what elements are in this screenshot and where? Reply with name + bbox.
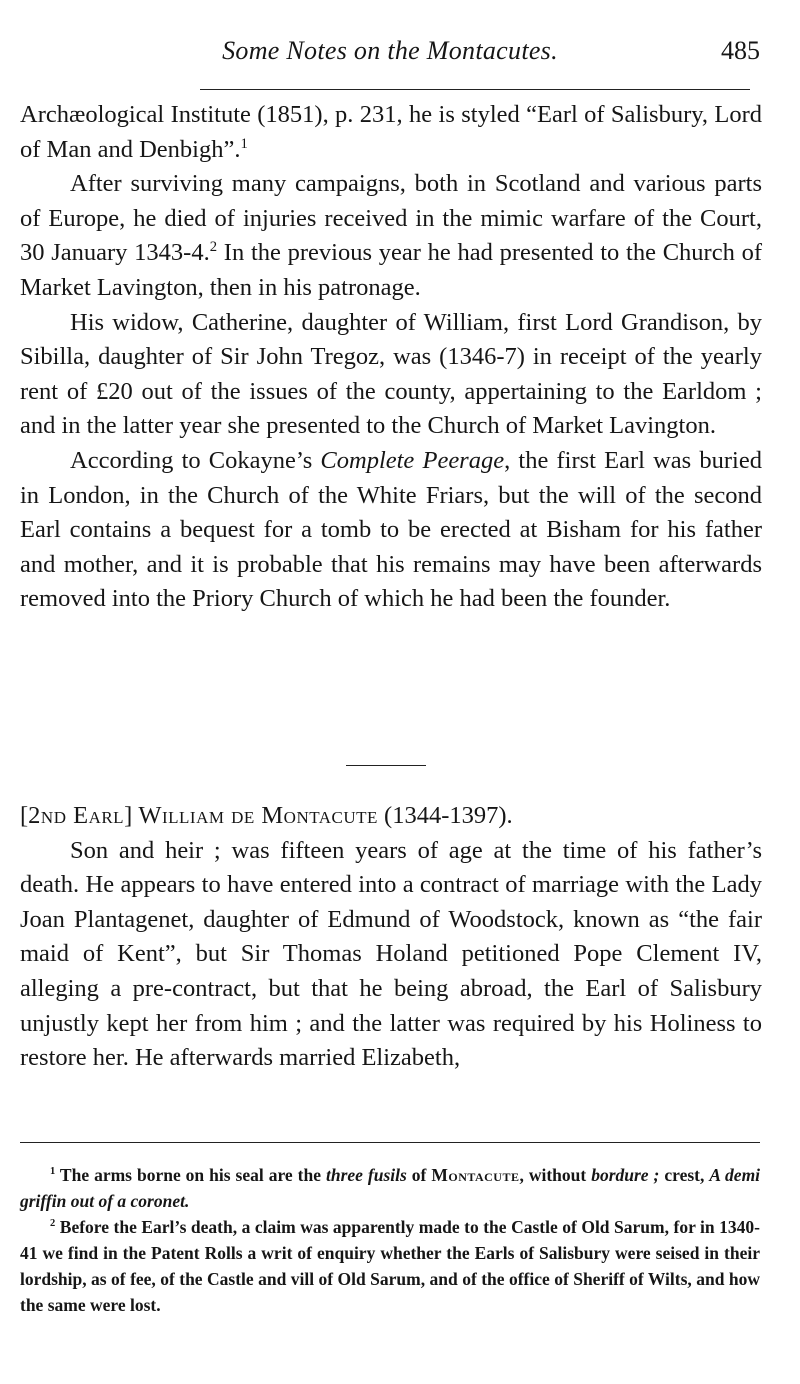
paragraph-text: , the first Earl was buried in London, in the Church of the White Friars, but the will of the second Earl contains a bequest for a tomb to be erected at Bisham for his father and mother, and it is probable that his remains may have been afterwards removed into the Priory Church of which he had been the founder. xyxy=(20,446,762,613)
footnotes xyxy=(20,1162,760,1318)
footnote-ref-2: 2 xyxy=(209,239,218,256)
footnote-text: Before the Earl’s death, a claim was apparently made to the Castle of Old Sarum, for in 1340-41 we find in the Patent Rolls a writ of enquiry whether the Earls of Salisbury were seised in their lordship, as of fee, of the Castle and vill of Old Sarum, and of the office of Sheriff of Wilts, and how the same were lost. xyxy=(20,1217,760,1315)
paragraph-text: According to Cokayne’s xyxy=(70,446,321,474)
life-dates: (1344-1397). xyxy=(384,802,513,829)
footnote-text: crest, xyxy=(659,1165,710,1185)
bracket-close: ] xyxy=(124,802,133,829)
section-divider xyxy=(346,765,426,766)
paragraph-text: Archæological Institute (1851), p. 231, he is styled “Earl of Salisbury, Lord of Man and Denbigh”. xyxy=(20,101,762,163)
footnote-italic: A demi griffin out of a coronet. xyxy=(20,1165,761,1211)
paragraph-1 xyxy=(20,98,762,167)
footnote-italic: bordure ; xyxy=(591,1165,660,1185)
paragraph-3 xyxy=(20,306,762,444)
footnote-1 xyxy=(20,1162,760,1214)
footnote-2 xyxy=(20,1214,760,1318)
footnote-rule xyxy=(20,1142,760,1143)
footnote-number: 2 xyxy=(50,1218,56,1230)
section-second-earl xyxy=(20,799,762,1076)
footnote-text: of xyxy=(406,1165,432,1185)
bracket-open: [ xyxy=(20,802,29,829)
body-text xyxy=(20,98,762,617)
paragraph-text: After surviving many campaigns, both in Scotland and various parts of Europe, he died of injuries received in the mimic warfare of the Court, 30 January 1343-4. xyxy=(20,170,762,267)
person-name: William de Montacute xyxy=(138,802,378,829)
paragraph-4 xyxy=(20,444,762,617)
paragraph-2 xyxy=(20,167,762,305)
book-title: Complete Peerage xyxy=(320,446,505,474)
footnote-italic: three fusils xyxy=(325,1165,407,1185)
footnote-number: 1 xyxy=(50,1166,56,1178)
running-title: Some Notes on the Montacutes. xyxy=(222,36,558,65)
section-label: 2nd Earl xyxy=(28,802,125,829)
page-number: 485 xyxy=(721,36,760,65)
paragraph-text: In the previous year he had presented to the Church of Market Lavington, then in his patronage. xyxy=(20,239,762,301)
section-heading xyxy=(20,799,762,834)
paragraph-text: Son and heir ; was fifteen years of age at the time of his father’s death. He appears to have entered into a contract of marriage with the Lady Joan Plantagenet, daughter of Edmund of Woodstock, known as “the fair maid of Kent”, but Sir Thomas Holand petitioned Pope Clement IV, alleging a pre-contract, but that he being abroad, the Earl of Salisbury unjustly kept her from him ; and the latter was required by his Holiness to restore her. He afterwards married Elizabeth, xyxy=(20,836,762,1072)
footnote-ref-1: 1 xyxy=(240,135,248,152)
footnote-text: , without xyxy=(519,1165,592,1185)
footnote-smallcaps: Montacute xyxy=(431,1165,520,1185)
footnote-text: The arms borne on his seal are the xyxy=(59,1165,326,1185)
paragraph-text: His widow, Catherine, daughter of William, first Lord Grandison, by Sibilla, daughter of Sir John Tregoz, was (1346-7) in receipt of the yearly rent of £20 out of the issues of the county, appertaining to the Earldom ; and in the latter year she presented to the Church of Market Lavington. xyxy=(20,308,762,440)
running-header xyxy=(20,36,760,76)
paragraph-5 xyxy=(20,834,762,1076)
header-rule xyxy=(200,89,750,90)
